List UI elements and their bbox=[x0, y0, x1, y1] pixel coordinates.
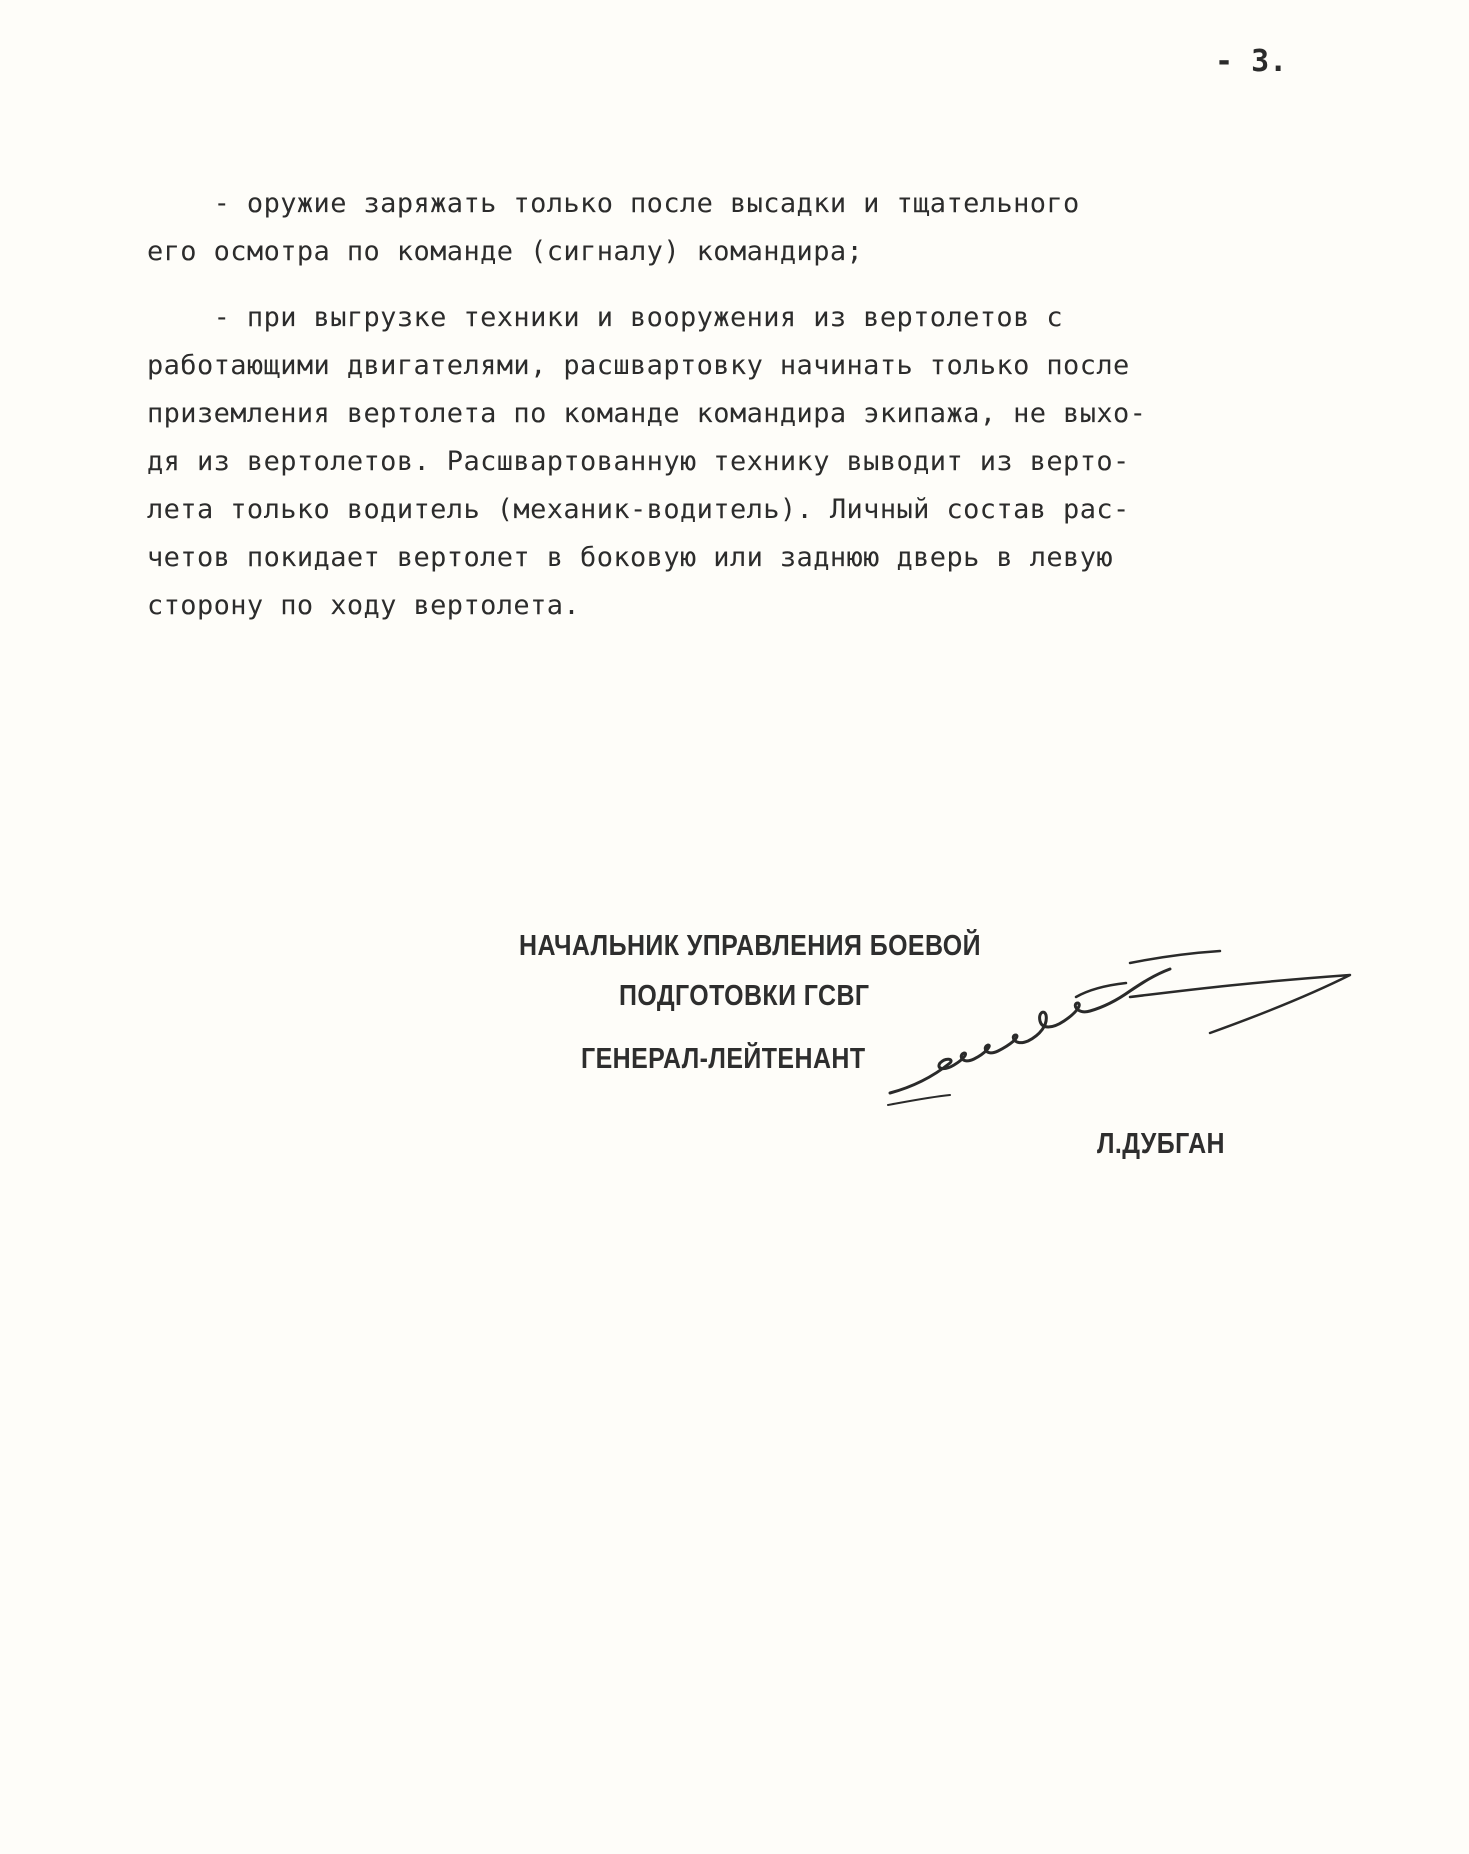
body-text bbox=[147, 180, 1347, 630]
text-line: работающими двигателями, расшвартовку начинать только после bbox=[147, 350, 1130, 381]
text-line: - оружие заряжать только после высадки и тщательного bbox=[147, 188, 1080, 219]
text-line: сторону по ходу вертолета. bbox=[147, 590, 581, 621]
page-number: - 3. bbox=[1215, 44, 1288, 79]
signatory-rank: ГЕНЕРАЛ-ЛЕЙТЕНАНТ bbox=[581, 1043, 866, 1075]
text-line: лета только водитель (механик-водитель). Личный состав рас- bbox=[147, 494, 1130, 525]
text-line: приземления вертолета по команде командира экипажа, не выхо- bbox=[147, 398, 1147, 429]
signatory-title-line-2: ПОДГОТОВКИ ГСВГ bbox=[619, 980, 870, 1012]
signatory-title-line-1: НАЧАЛЬНИК УПРАВЛЕНИЯ БОЕВОЙ bbox=[519, 930, 981, 962]
text-line: четов покидает вертолет в боковую или заднюю дверь в левую bbox=[147, 542, 1114, 573]
signatory-name: Л.ДУБГАН bbox=[1097, 1128, 1225, 1160]
text-line: его осмотра по команде (сигналу) командира; bbox=[147, 236, 864, 267]
paragraph bbox=[147, 180, 1347, 276]
text-line: - при выгрузке техники и вооружения из вертолетов с bbox=[147, 302, 1064, 333]
text-line: дя из вертолетов. Расшвартованную технику выводит из верто- bbox=[147, 446, 1130, 477]
paragraph bbox=[147, 294, 1347, 630]
handwritten-signature bbox=[880, 945, 1360, 1115]
paragraph-gap bbox=[147, 276, 1347, 294]
